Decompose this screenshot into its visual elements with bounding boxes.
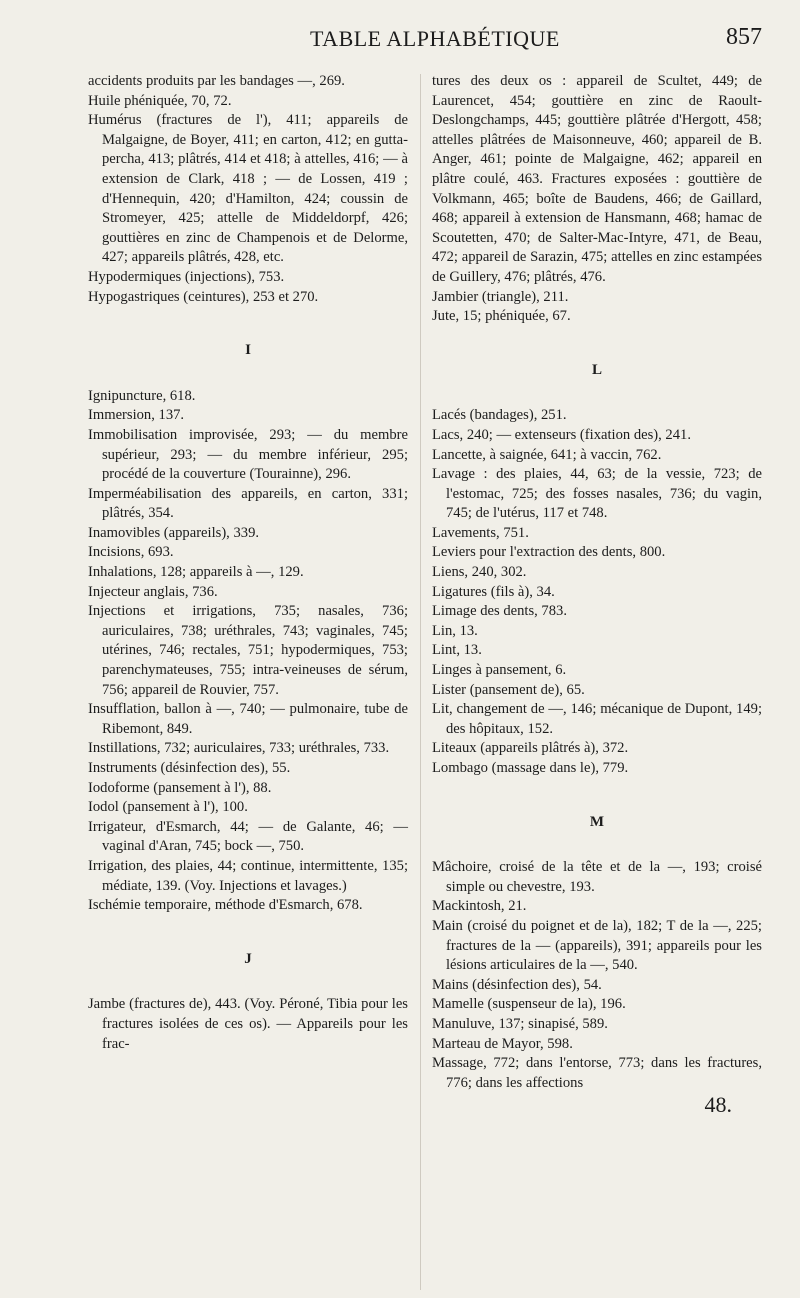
index-entry: Mâchoire, croisé de la tête et de la —, 193; croisé simple ou chevestre, 193. [432,859,762,895]
index-entry: Insufflation, ballon à —, 740; — pulmonaire, tube de Ribemont, 849. [88,701,408,737]
index-entry: Lancette, à saignée, 641; à vaccin, 762. [432,446,662,463]
index-entry-continuation: tures des deux os : appareil de Scultet, 449; de Laurencet, 454; gouttière en zinc de Raoult-Deslongchamps, 445; gouttière plâtrée d'Hergott, 458; attelles plâtrées de Maisonneuve, 460; appareil de B. Anger, 461; pointe de Malgaigne, 462; appareil en plâtre coulé, 463. Fractures exposées : gouttière de Volkmann, 465; boîte de Baudens, 466; de Gaillard, 468; appareil à extension de Hansmann, 468; hamac de Scoutetten, 470; de Salter-Mac-Intyre, 471, de Beau, 472; appareil de Sarazin, 475; attelles en zinc estampées de Guillery, 476; plâtrés, 476. [432,73,762,285]
column-divider [420,74,421,1290]
index-entry: Leviers pour l'extraction des dents, 800. [432,544,666,561]
right-column [432,72,762,1118]
index-entry: Lavage : des plaies, 44, 63; de la vessie, 723; de l'estomac, 725; des fosses nasales, 736; du vagin, 745; de l'utérus, 117 et 748. [432,466,762,522]
index-entry: Liteaux (appareils plâtrés à), 372. [432,740,629,757]
index-entry: Main (croisé du poignet et de la), 182; T de la —, 225; fractures de la — (appareils), 391; appareils pour les lésions articulaires de la —, 540. [432,917,762,974]
index-entry: Jambier (triangle), 211. [432,288,569,305]
index-entry: Hypodermiques (injections), 753. [88,268,285,285]
index-entry: Incisions, 693. [88,544,174,561]
page-number: 857 [726,24,762,50]
index-entry: Mamelle (suspenseur de la), 196. [432,996,626,1013]
index-entry: Lombago (massage dans le), 779. [432,760,629,776]
section-letter-m: M [589,813,605,830]
index-entry: Linges à pansement, 6. [432,662,567,679]
index-entry: Iodoforme (pansement à l'), 88. [88,779,272,796]
index-entry: Lacs, 240; — extenseurs (fixation des), 241. [432,426,691,443]
section-i [88,387,408,916]
index-entry: Mains (désinfection des), 54. [432,976,602,993]
index-entry: Ischémie temporaire, méthode d'Esmarch, 678. [88,897,363,914]
section-letter-i: I [245,342,251,359]
section-m [432,858,762,1093]
section-j [88,995,408,1054]
index-entry: Instillations, 732; auriculaires, 733; uréthrales, 733. [88,740,390,757]
index-entry: Limage des dents, 783. [432,603,567,620]
index-entry: Marteau de Mayor, 598. [432,1035,573,1052]
signature-mark: 48. [704,1092,732,1118]
index-entry: Ligatures (fils à), 34. [432,583,555,600]
index-entry: Instruments (désinfection des), 55. [88,760,291,776]
left-column [88,72,408,1054]
index-entry: Jute, 15; phéniquée, 67. [432,308,571,325]
index-entry: Irrigation, des plaies, 44; continue, intermittente, 135; médiate, 139. (Voy. Injections et lavages.) [88,857,408,894]
index-entry: Inamovibles (appareils), 339. [88,524,260,541]
running-title: TABLE ALPHABÉTIQUE [310,26,560,51]
index-entry: Hypogastriques (ceintures), 253 et 270. [88,288,319,305]
index-entry: Ignipuncture, 618. [88,387,196,404]
index-entry: Jambe (fractures de), 443. (Voy. Péroné, Tibia pour les fractures isolées de ces os). — Appareils pour les frac- [88,996,408,1052]
index-entry: Imperméabilisation des appareils, en carton, 331; plâtrés, 354. [88,485,408,522]
section-h [88,72,408,307]
index-entry: Irrigateur, d'Esmarch, 44; — de Galante, 46; — vaginal d'Aran, 745; bock —, 750. [88,818,408,855]
index-entry: Injecteur anglais, 736. [88,583,218,600]
index-entry: Lit, changement de —, 146; mécanique de Dupont, 149; des hôpitaux, 152. [432,701,762,737]
index-entry: Massage, 772; dans l'entorse, 773; dans les fractures, 776; dans les affections [432,1055,762,1091]
index-entry: Lacés (bandages), 251. [432,407,567,424]
index-entry: Immersion, 137. [88,407,185,424]
index-entry: Inhalations, 128; appareils à —, 129. [88,564,304,581]
section-letter-j: J [244,950,252,967]
index-entry: Manuluve, 137; sinapisé, 589. [432,1015,608,1032]
page-header [0,22,800,62]
section-letter-l: L [591,361,602,378]
index-entry: Liens, 240, 302. [432,564,527,581]
index-entry: Injections et irrigations, 735; nasales, 736; auriculaires, 738; uréthrales, 743; vaginales, 745; utérines, 746; rectales, 751; hypodermiques, 753; parenchymateuses, 755; intra-veineuses de sérum, 756; appareil de Rouvier, 757. [88,603,408,698]
index-entry: Huile phéniquée, 70, 72. [88,92,232,109]
section-l [432,406,762,778]
index-entry: accidents produits par les bandages —, 269. [88,73,345,89]
index-entry: Mackintosh, 21. [432,898,527,915]
section-j-continued [432,72,762,327]
index-entry: Iodol (pansement à l'), 100. [88,799,248,816]
index-entry: Lint, 13. [432,642,482,659]
index-entry: Lavements, 751. [432,524,529,541]
index-entry: Lin, 13. [432,622,478,639]
index-entry: Humérus (fractures de l'), 411; appareils de Malgaigne, de Boyer, 411; en carton, 412; en gutta-percha, 413; plâtrés, 414 et 418; à attelles, 416; — à extension de Clark, 418 ; — de Lossen, 419 ; d'Hennequin, 420; d'Hamilton, 424; coussin de Stromeyer, 425; attelle de Middeldorpf, 426; gouttières en zinc de Champenois et de Delorme, 427; appareils plâtrés, 428, etc. [88,112,408,266]
index-entry: Immobilisation improvisée, 293; — du membre supérieur, 293; — du membre inférieur, 295; procédé de la couverture (Tourainne), 296. [88,426,408,483]
index-entry: Lister (pansement de), 65. [432,681,585,698]
